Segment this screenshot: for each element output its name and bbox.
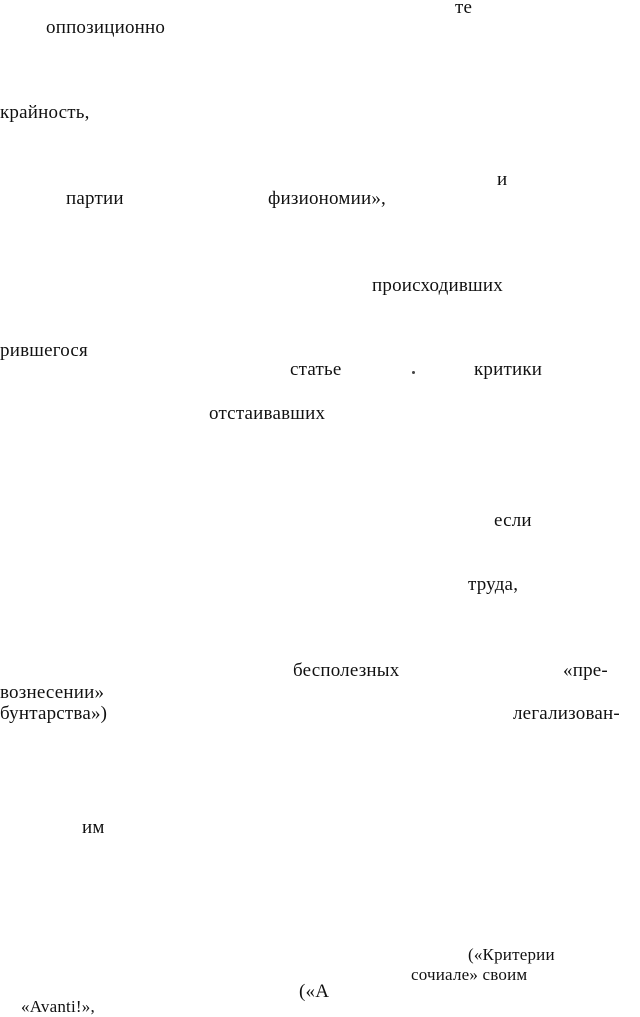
text-fragment: («А bbox=[299, 981, 330, 1002]
text-fragment: рившегося bbox=[0, 340, 88, 361]
text-fragment: «пре- bbox=[563, 660, 608, 681]
text-fragment: бесполезных bbox=[293, 660, 400, 681]
text-fragment: «Avanti!», bbox=[21, 997, 95, 1016]
text-fragment: если bbox=[494, 510, 532, 531]
text-fragment: крайность, bbox=[0, 102, 90, 123]
text-fragment: труда, bbox=[468, 574, 519, 595]
text-fragment: партии bbox=[66, 188, 124, 209]
text-fragment: физиономии», bbox=[268, 188, 386, 209]
text-fragment: и bbox=[497, 169, 508, 190]
text-fragment: им bbox=[82, 817, 105, 838]
text-fragment: («Критерии bbox=[468, 945, 555, 964]
text-fragment: критики bbox=[474, 359, 543, 380]
stray-dot bbox=[412, 371, 415, 374]
text-fragment: бунтарства») bbox=[0, 703, 108, 724]
text-fragment: легализован- bbox=[513, 703, 620, 724]
text-fragment: отстаивавших bbox=[209, 403, 326, 424]
text-fragment: вознесении» bbox=[0, 682, 105, 703]
text-fragment: сочиале» своим bbox=[411, 965, 528, 984]
text-fragment: статье bbox=[290, 359, 342, 380]
text-fragment: происходивших bbox=[372, 275, 503, 296]
text-fragment: те bbox=[455, 0, 473, 18]
text-fragment: оппозиционно bbox=[46, 17, 166, 38]
